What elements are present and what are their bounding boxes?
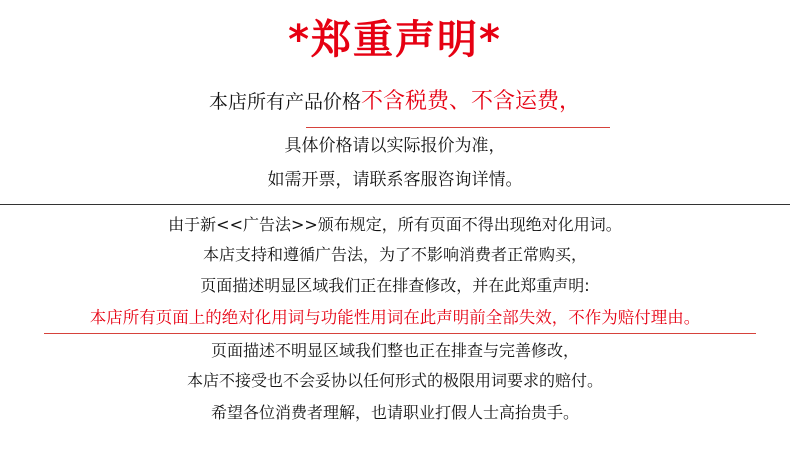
- declaration-highlight-underline: [44, 333, 756, 334]
- price-notice-highlight: 不含税费、不含运费，: [361, 89, 582, 114]
- highlight-underline: [306, 127, 610, 128]
- declaration-line-1: 由于新<<广告法>>颁布规定，所有页面不得出现绝对化用词。: [168, 215, 622, 234]
- section-divider: [0, 204, 790, 205]
- declaration-line-5: 页面描述不明显区域我们整也正在排查与完善修改，: [210, 341, 579, 360]
- declaration-line-2: 本店支持和遵循广告法，为了不影响消费者正常购买，: [202, 245, 587, 264]
- price-notice-prefix: 本店所有产品价格: [208, 91, 361, 113]
- declaration-line-6: 本店不接受也不会妥协以任何形式的极限用词要求的赔付。: [186, 371, 603, 390]
- declaration-highlight-line: 本店所有页面上的绝对化用词与功能性用词在此声明前全部失效，不作为赔付理由。: [89, 308, 701, 327]
- declaration-line-7: 希望各位消费者理解，也请职业打假人士高抬贵手。: [210, 403, 579, 422]
- invoice-notice-line: 如需开票，请联系客服咨询详情。: [267, 170, 523, 190]
- declaration-line-3: 页面描述明显区域我们正在排查修改，并在此郑重声明:: [200, 276, 590, 295]
- price-notice-line-2: 具体价格请以实际报价为准，: [284, 136, 506, 156]
- page-title: *郑重声明*: [288, 17, 502, 63]
- price-notice-line: [0, 88, 790, 116]
